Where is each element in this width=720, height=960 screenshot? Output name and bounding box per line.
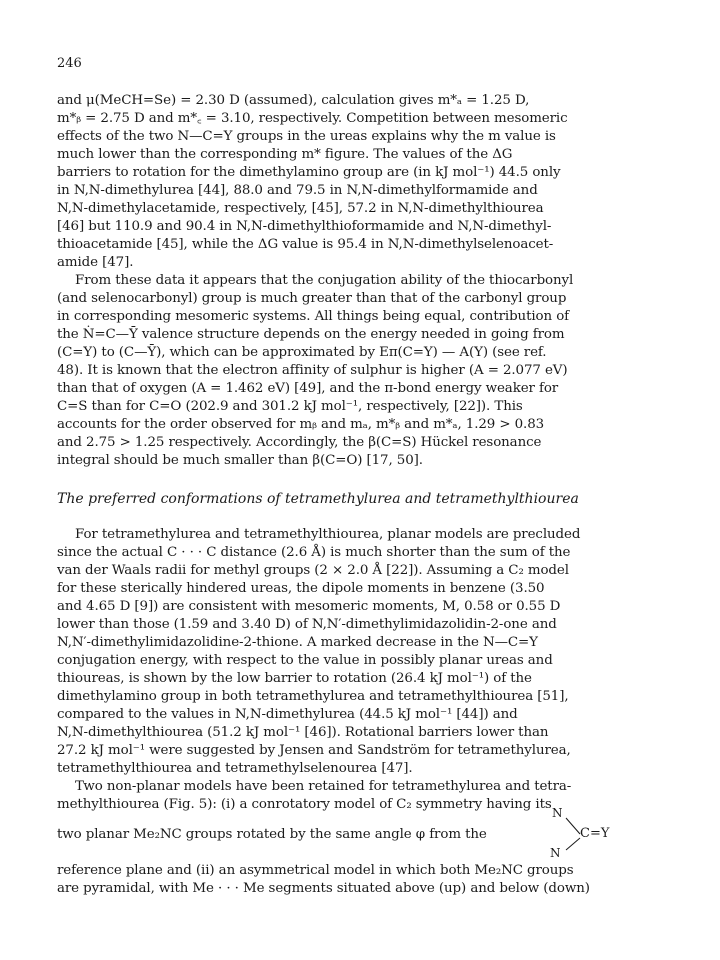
text-line: and μ(MeCH=Se) = 2.30 D (assumed), calculation gives m*ₐ = 1.25 D, bbox=[57, 93, 530, 108]
text-line: N,N-dimethylacetamide, respectively, [45], 57.2 in N,N-dimethylthiourea bbox=[57, 201, 544, 216]
text-line: much lower than the corresponding m* figure. The values of the ΔG bbox=[57, 147, 513, 162]
text-line: For tetramethylurea and tetramethylthiourea, planar models are precluded bbox=[75, 527, 581, 542]
text-line: Two non-planar models have been retained for tetramethylurea and tetra- bbox=[75, 779, 572, 794]
text-line: C=S than for C=O (202.9 and 301.2 kJ mol⁻¹, respectively, [22]). This bbox=[57, 399, 523, 414]
text-line: compared to the values in N,N-dimethylurea (44.5 kJ mol⁻¹ [44]) and bbox=[57, 707, 518, 722]
text-line: in corresponding mesomeric systems. All things being equal, contribution of bbox=[57, 309, 570, 324]
text-line: tetramethylthiourea and tetramethylselenourea [47]. bbox=[57, 761, 413, 776]
inline-structure-diagram bbox=[510, 806, 660, 866]
text-line: integral should be much smaller than β(C=O) [17, 50]. bbox=[57, 453, 423, 468]
text-line: barriers to rotation for the dimethylamino group are (in kJ mol⁻¹) 44.5 only bbox=[57, 165, 561, 180]
text-line: and 2.75 > 1.25 respectively. Accordingly, the β(C=S) Hückel resonance bbox=[57, 435, 542, 450]
text-line: for these sterically hindered ureas, the dipole moments in benzene (3.50 bbox=[57, 581, 545, 596]
text-line: thioureas, is shown by the low barrier to rotation (26.4 kJ mol⁻¹) of the bbox=[57, 671, 532, 686]
text-line: N,N-dimethylthiourea (51.2 kJ mol⁻¹ [46]). Rotational barriers lower than bbox=[57, 725, 549, 740]
text-line: effects of the two N—C=Y groups in the ureas explains why the m value is bbox=[57, 129, 556, 144]
text-line: amide [47]. bbox=[57, 255, 134, 270]
text-line: reference plane and (ii) an asymmetrical model in which both Me₂NC groups bbox=[57, 863, 574, 878]
page-number: 246 bbox=[57, 56, 82, 71]
nitrogen-top-label: N bbox=[552, 806, 563, 820]
text-line: From these data it appears that the conjugation ability of the thiocarbonyl bbox=[75, 273, 574, 288]
text-line: (and selenocarbonyl) group is much greater than that of the carbonyl group bbox=[57, 291, 567, 306]
text-line: accounts for the order observed for mᵦ and mₐ, m*ᵦ and m*ₐ, 1.29 > 0.83 bbox=[57, 417, 545, 432]
text-line: since the actual C · · · C distance (2.6 Å) is much shorter than the sum of the bbox=[57, 545, 571, 560]
text-line: [46] but 110.9 and 90.4 in N,N-dimethylthioformamide and N,N-dimethyl- bbox=[57, 219, 552, 234]
text-line: dimethylamino group in both tetramethylurea and tetramethylthiourea [51], bbox=[57, 689, 569, 704]
section-heading: The preferred conformations of tetramethylurea and tetramethylthiourea bbox=[57, 491, 579, 507]
text-line: conjugation energy, with respect to the value in possibly planar ureas and bbox=[57, 653, 553, 668]
text-line: N,N′-dimethylimidazolidine-2-thione. A marked decrease in the N—C=Y bbox=[57, 635, 538, 650]
carbonyl-group-label: C=Y bbox=[580, 826, 610, 841]
text-line: thioacetamide [45], while the ΔG value is 95.4 in N,N-dimethylselenoacet- bbox=[57, 237, 554, 252]
text-line: (C=Y) to (C—Ȳ), which can be approximated by Eπ(C=Y) — A(Y) (see ref. bbox=[57, 345, 547, 360]
text-line: than that of oxygen (A = 1.462 eV) [49], and the π-bond energy weaker for bbox=[57, 381, 559, 396]
text-line: lower than those (1.59 and 3.40 D) of N,N′-dimethylimidazolidin-2-one and bbox=[57, 617, 557, 632]
text-line: 27.2 kJ mol⁻¹ were suggested by Jensen and Sandström for tetramethylurea, bbox=[57, 743, 571, 758]
text-line: 48). It is known that the electron affinity of sulphur is higher (A = 2.077 eV) bbox=[57, 363, 568, 378]
text-line: the Ṅ=C—Ȳ valence structure depends on the energy needed in going from bbox=[57, 327, 565, 342]
text-line: two planar Me₂NC groups rotated by the same angle φ from the bbox=[57, 827, 487, 842]
text-line: in N,N-dimethylurea [44], 88.0 and 79.5 in N,N-dimethylformamide and bbox=[57, 183, 538, 198]
text-line: methylthiourea (Fig. 5): (i) a conrotatory model of C₂ symmetry having its bbox=[57, 797, 552, 812]
nitrogen-bottom-label: N bbox=[550, 846, 561, 860]
text-line: are pyramidal, with Me · · · Me segments situated above (up) and below (down) bbox=[57, 881, 590, 896]
text-line: m*ᵦ = 2.75 D and m*꜀ = 3.10, respectively. Competition between mesomeric bbox=[57, 111, 568, 126]
text-line: and 4.65 D [9]) are consistent with mesomeric moments, M, 0.58 or 0.55 D bbox=[57, 599, 561, 614]
text-line: van der Waals radii for methyl groups (2 × 2.0 Å [22]). Assuming a C₂ model bbox=[57, 563, 569, 578]
